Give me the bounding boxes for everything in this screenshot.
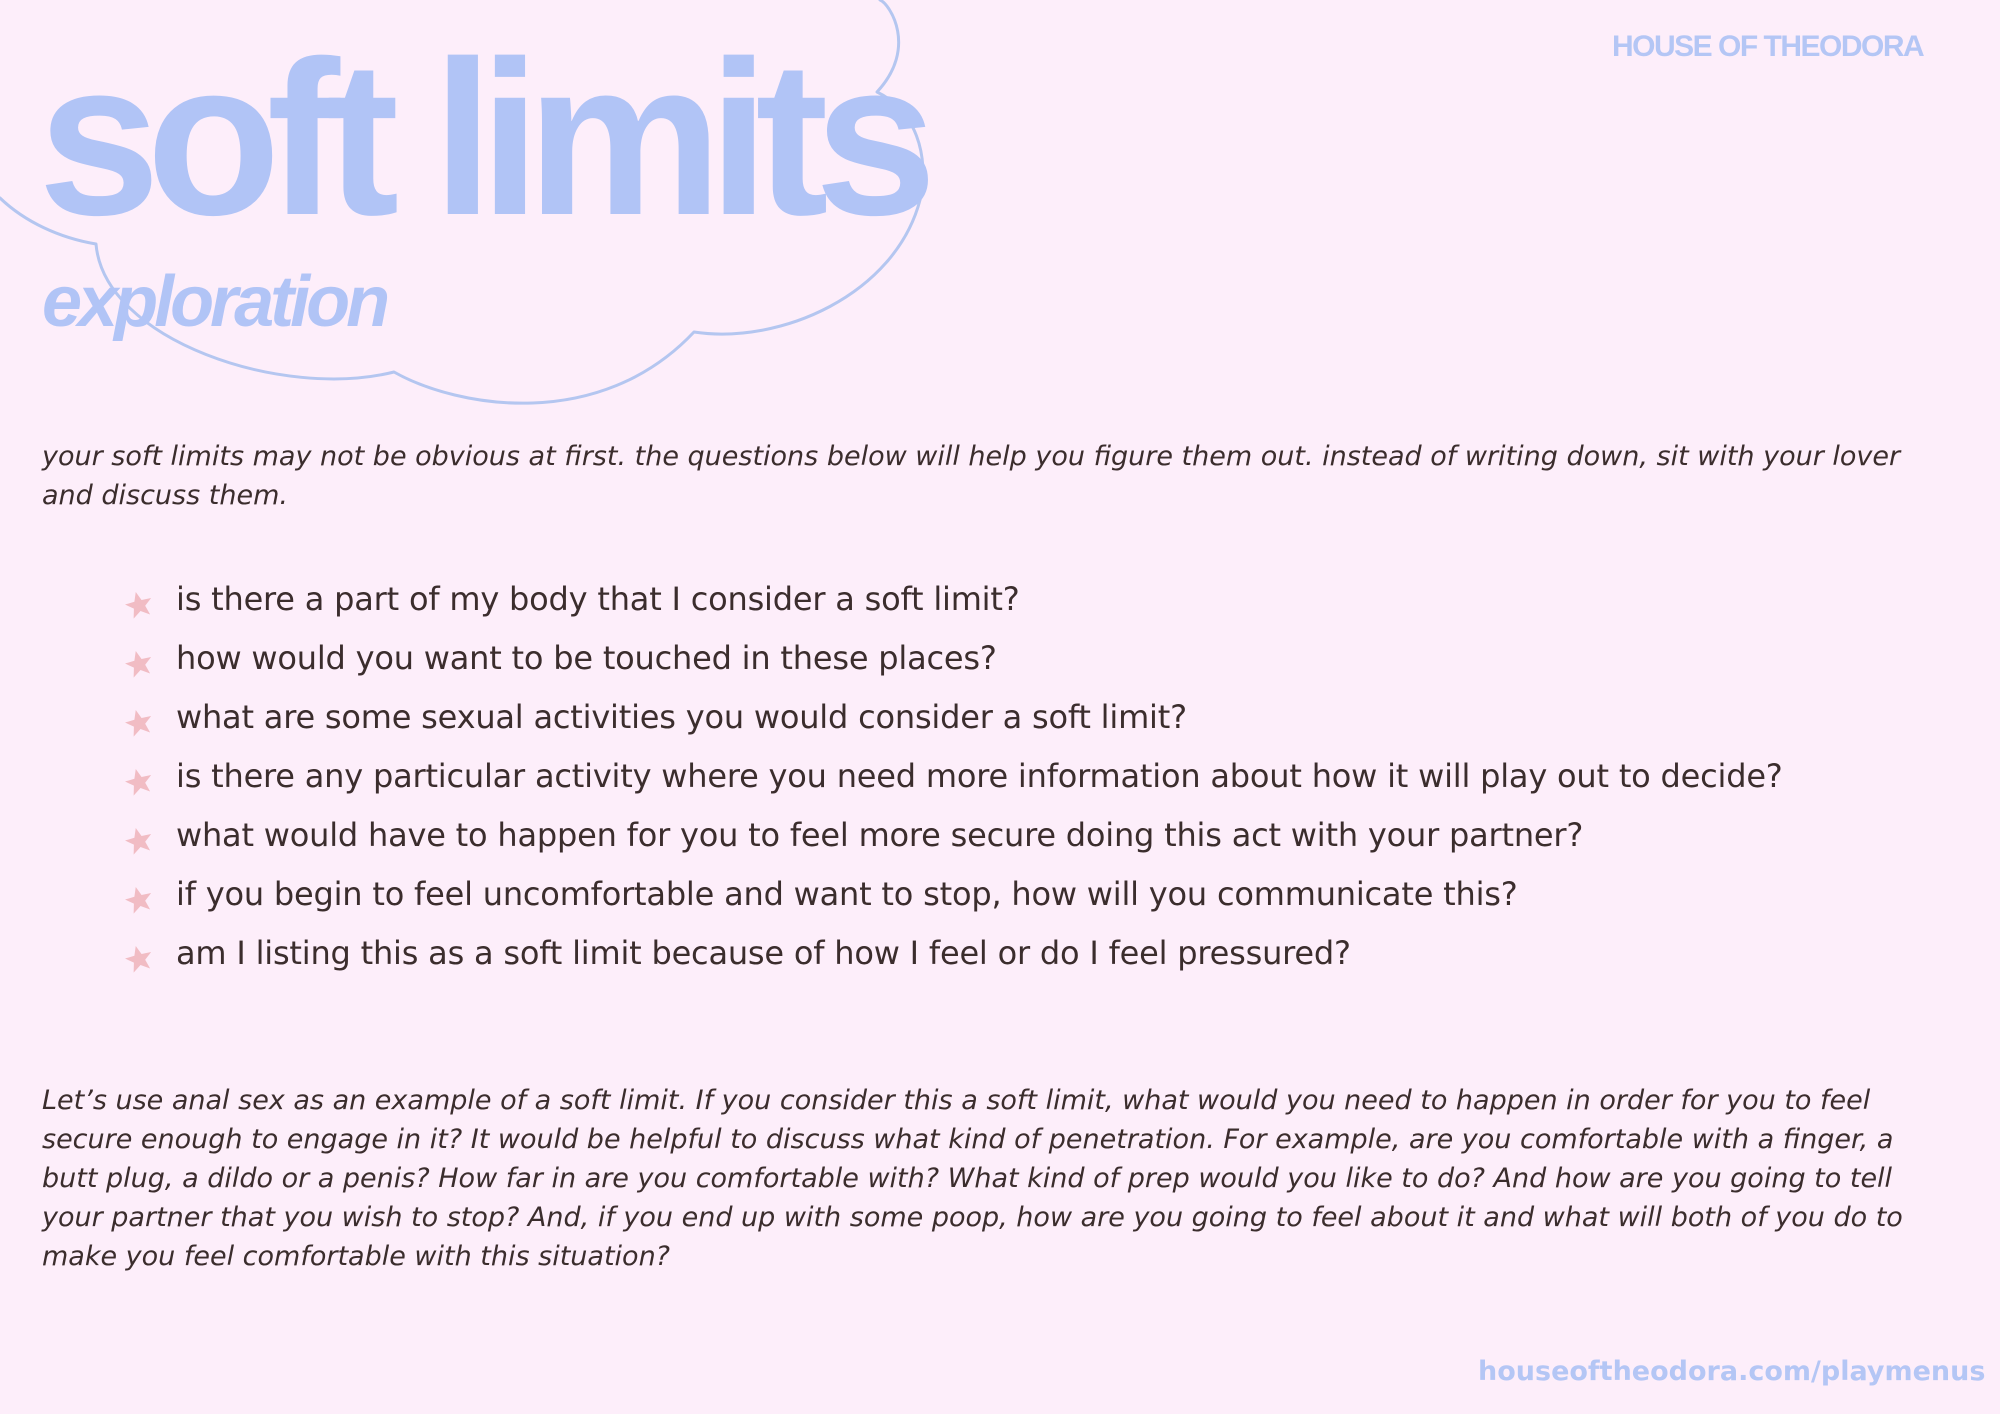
- list-item: [122, 569, 1783, 628]
- intro-paragraph: your soft limits may not be obvious at first. the questions below will help you figure them out. instead of writing down, sit with your lover and discuss them.: [42, 441, 1901, 511]
- star-icon: [122, 647, 156, 681]
- question-text: is there any particular activity where you need more information about how it will play out to decide?: [176, 756, 1783, 795]
- example-paragraph: Let’s use anal sex as an example of a soft limit. If you consider this a soft limit, what would you need to happen in order for you to feel secure enough to engage in it? It would be helpful to discuss what kind of penetration. For example, are you comfortable with a finger, a butt plug, a dildo or a penis? How far in are you comfortable with? What kind of prep would you like to do? And how are you going to tell your partner that you wish to stop? And, if you end up with some poop, how are you going to feel about it and what will both of you do to make you feel comfortable with this situation?: [42, 1085, 1903, 1272]
- list-item: [122, 746, 1783, 805]
- star-icon: [122, 765, 156, 799]
- question-text: is there a part of my body that I consider a soft limit?: [176, 579, 1020, 618]
- brand-name: HOUSE OF THEODORA: [1612, 30, 1924, 63]
- list-item: [122, 687, 1783, 746]
- star-icon: [122, 824, 156, 858]
- question-text: am I listing this as a soft limit because of how I feel or do I feel pressured?: [176, 933, 1351, 972]
- star-icon: [122, 588, 156, 622]
- star-icon: [122, 942, 156, 976]
- star-icon: [122, 706, 156, 740]
- question-text: what would have to happen for you to feel more secure doing this act with your partner?: [176, 815, 1584, 854]
- question-text: if you begin to feel uncomfortable and want to stop, how will you communicate this?: [176, 874, 1518, 913]
- list-item: [122, 864, 1783, 923]
- page-subtitle: exploration: [42, 262, 387, 342]
- star-icon: [122, 883, 156, 917]
- list-item: [122, 923, 1783, 982]
- list-item: [122, 628, 1783, 687]
- website-link[interactable]: houseoftheodora.com/playmenus: [1478, 1356, 1986, 1387]
- question-text: how would you want to be touched in these places?: [176, 638, 997, 677]
- question-list: [122, 569, 1783, 982]
- question-text: what are some sexual activities you would consider a soft limit?: [176, 697, 1187, 736]
- page-title: soft limits: [38, 15, 923, 261]
- list-item: [122, 805, 1783, 864]
